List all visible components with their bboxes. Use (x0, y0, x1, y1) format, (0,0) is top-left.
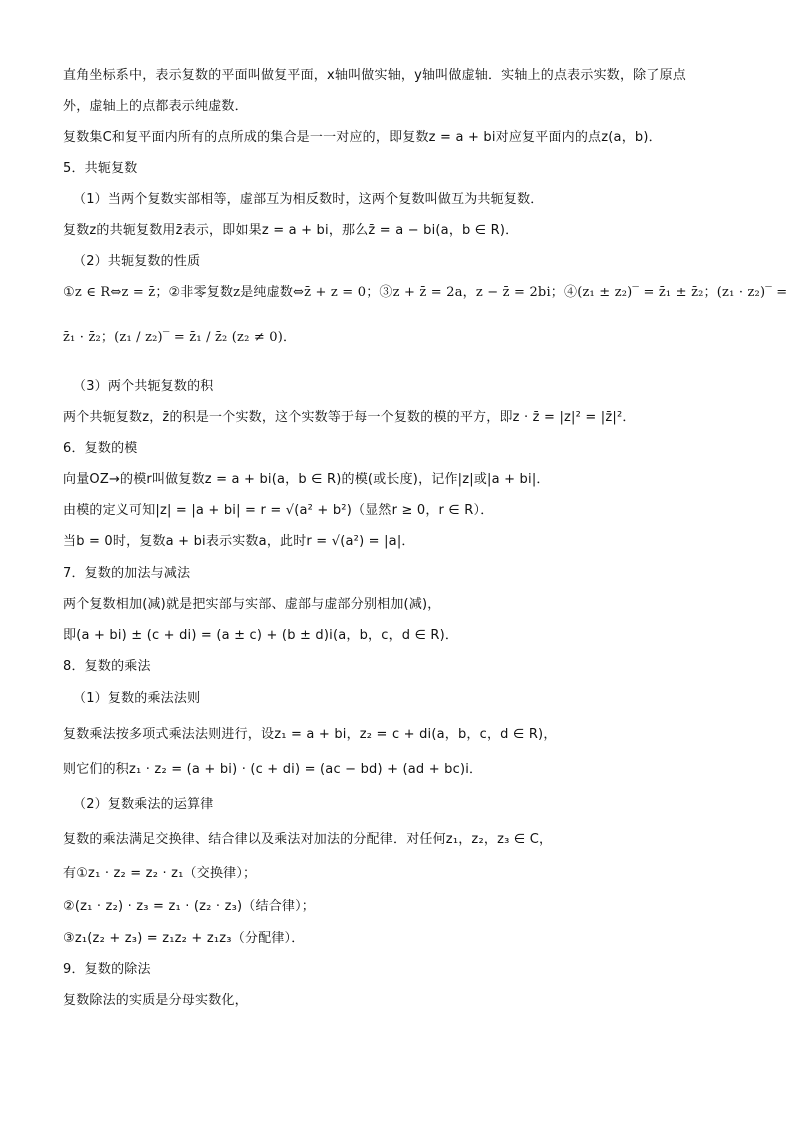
text-line: 由模的定义可知|z| = |a + bi| = r = √(a² + b²)（显然r ≥ 0，r ∈ R）． (63, 503, 494, 518)
text-line: 当b = 0时，复数a + bi表示实数a，此时r = √(a²) = |a|． (63, 534, 415, 549)
text-line: 向量OZ→的模r叫做复数z = a + bi(a，b ∈ R)的模(或长度)，记作|z|或|a + bi|． (63, 472, 550, 487)
text-line: 即(a + bi) ± (c + di) = (a ± c) + (b ± d)i(a，b，c，d ∈ R)． (63, 628, 459, 643)
text-line: 复数乘法按多项式乘法法则进行，设z₁ = a + bi，z₂ = c + di(a，b，c，d ∈ R)， (63, 727, 557, 742)
text-line: 有①z₁ · z₂ = z₂ · z₁（交换律）； (63, 866, 257, 881)
text-line: ②(z₁ · z₂) · z₃ = z₁ · (z₂ · z₃)（结合律）； (63, 899, 315, 914)
sub-heading: （1）复数的乘法法则 (73, 691, 201, 706)
text-line: 复数z的共轭复数用z̄表示，即如果z = a + bi，那么z̄ = a − bi(a，b ∈ R)． (63, 223, 519, 238)
text-line: 复数的乘法满足交换律、结合律以及乘法对加法的分配律．对任何z₁，z₂，z₃ ∈ C， (63, 832, 553, 847)
sub-heading: （2）共轭复数的性质 (73, 254, 201, 269)
text-line: 复数除法的实质是分母实数化， (63, 993, 248, 1008)
formula-line: ①z ∈ R⇔z = z̄；②非零复数z是纯虚数⇔z̄ + z = 0；③z + z̄ = 2a，z − z̄ = 2bi；④(z₁ ± z₂)‾ = z̄₁ ± z̄₂；(z₁ · z₂)‾ = (63, 285, 788, 300)
text-line: ③z₁(z₂ + z₃) = z₁z₂ + z₁z₃（分配律）． (63, 931, 305, 946)
formula-line: z̄₁ · z̄₂；(z₁ / z₂)‾ = z̄₁ / z̄₂ (z₂ ≠ 0)． (63, 330, 297, 345)
section-heading: 9．复数的除法 (63, 962, 151, 977)
text-line: 外，虚轴上的点都表示纯虚数． (63, 99, 248, 114)
section-heading: 8．复数的乘法 (63, 659, 151, 674)
text-line: 两个共轭复数z，z̄的积是一个实数，这个实数等于每一个复数的模的平方，即z · z̄ = |z|² = |z̄|²． (63, 410, 636, 425)
text-line: 复数集C和复平面内所有的点所成的集合是一一对应的，即复数z = a + bi对应复平面内的点z(a，b)． (63, 130, 662, 145)
text-line: 两个复数相加(减)就是把实部与实部、虚部与虚部分别相加(减)， (63, 597, 441, 612)
section-heading: 6．复数的模 (63, 441, 138, 456)
sub-heading: （3）两个共轭复数的积 (73, 379, 214, 394)
text-line: 直角坐标系中，表示复数的平面叫做复平面，x轴叫做实轴，y轴叫做虚轴．实轴上的点表示实数，除了原点 (63, 68, 686, 83)
section-heading: 5．共轭复数 (63, 161, 138, 176)
sub-heading: （2）复数乘法的运算律 (73, 797, 214, 812)
section-heading: 7．复数的加法与减法 (63, 566, 191, 581)
sub-heading: （1）当两个复数实部相等，虚部互为相反数时，这两个复数叫做互为共轭复数． (73, 192, 544, 207)
text-line: 则它们的积z₁ · z₂ = (a + bi) · (c + di) = (ac − bd) + (ad + bc)i． (63, 762, 483, 777)
